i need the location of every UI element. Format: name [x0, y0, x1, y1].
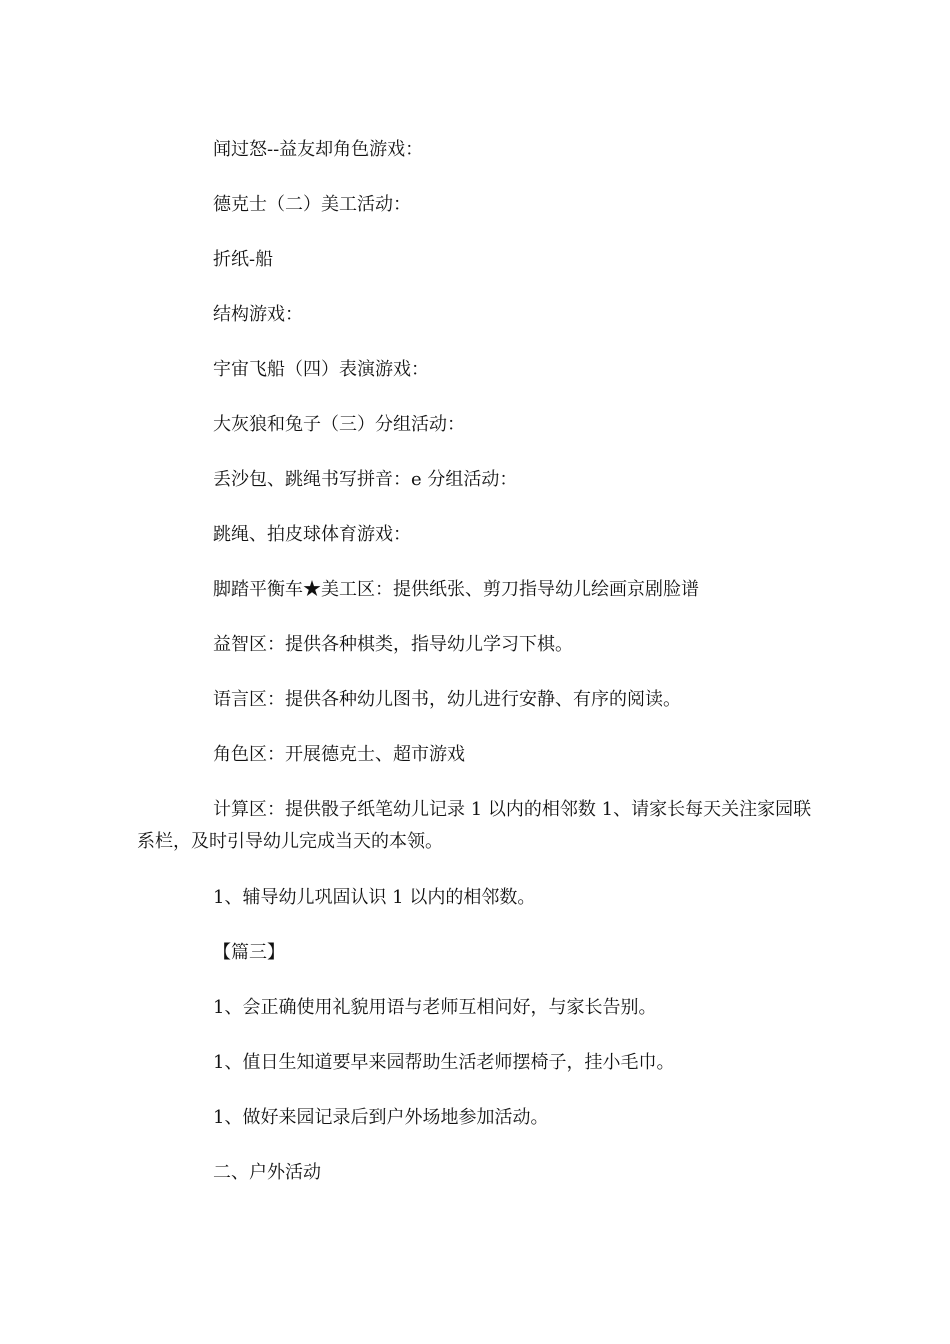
paragraph-outdoor-activity: 二、户外活动	[213, 1162, 321, 1183]
paragraph-duty-student: 1、值日生知道要早来园帮助生活老师摆椅子，挂小毛巾。	[213, 1052, 675, 1073]
paragraph-rope-ball: 跳绳、拍皮球体育游戏：	[213, 524, 411, 545]
paragraph-arrival-record: 1、做好来园记录后到户外场地参加活动。	[213, 1107, 549, 1128]
paragraph-spaceship: 宇宙飞船（四）表演游戏：	[213, 359, 429, 380]
paragraph-art-activity: 德克士（二）美工活动：	[213, 194, 411, 215]
paragraph-art-zone: 脚踏平衡车★美工区：提供纸张、剪刀指导幼儿绘画京剧脸谱	[213, 579, 699, 600]
paragraph-role-zone: 角色区：开展德克士、超市游戏	[213, 744, 465, 765]
paragraph-paper-folding: 折纸-船	[213, 249, 274, 270]
paragraph-wolf-rabbit: 大灰狼和兔子（三）分组活动：	[213, 414, 465, 435]
paragraph-sandbag: 丢沙包、跳绳书写拼音：e 分组活动：	[213, 469, 518, 490]
paragraph-greeting: 1、会正确使用礼貌用语与老师互相问好，与家长告别。	[213, 997, 657, 1018]
paragraph-puzzle-zone: 益智区：提供各种棋类，指导幼儿学习下棋。	[213, 634, 573, 655]
paragraph-language-zone: 语言区：提供各种幼儿图书，幼儿进行安静、有序的阅读。	[213, 689, 681, 710]
section-heading-part-three: 【篇三】	[213, 942, 285, 963]
paragraph-role-play: 闻过怒--益友却角色游戏：	[213, 139, 424, 160]
paragraph-tutoring: 1、辅导幼儿巩固认识 1 以内的相邻数。	[213, 887, 536, 908]
paragraph-structure-game: 结构游戏：	[213, 304, 303, 325]
paragraph-math-zone: 计算区：提供骰子纸笔幼儿记录 1 以内的相邻数 1、请家长每天关注家园联系栏，及时引导幼儿完成当天的本领。	[137, 799, 812, 852]
